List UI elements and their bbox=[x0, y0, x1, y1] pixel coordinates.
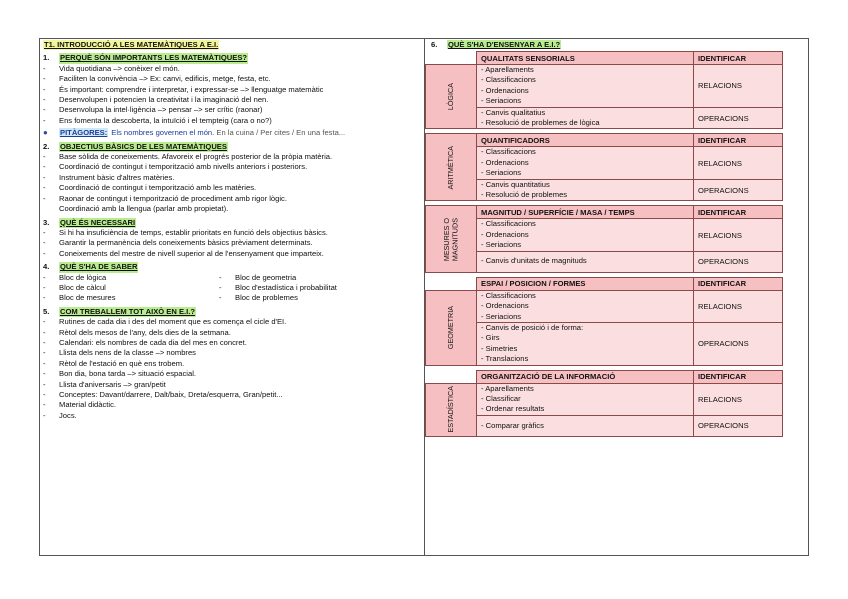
identify-header: IDENTIFICAR bbox=[694, 370, 783, 383]
list-item: - Calendari: els nombres de cada dia del mes en concret. bbox=[43, 337, 247, 347]
list-item: - Bloc de mesures - Bloc de problemes bbox=[43, 293, 298, 303]
section-5-list bbox=[43, 317, 421, 421]
list-item: - Instrument bàsic d'altres matèries. bbox=[43, 172, 175, 182]
list-item: - Llista dels nens de la classe –> nombres bbox=[43, 348, 196, 358]
list-item: - Coordinació de contingut i temporització amb nivells anteriors i posteriors. bbox=[43, 162, 308, 172]
block-header: QUANTIFICADORS bbox=[477, 134, 694, 147]
list-item: - Bloc de lògica - Bloc de geometria bbox=[43, 272, 297, 282]
section-1-list bbox=[43, 64, 421, 126]
list-item: - És important: comprendre i interpretar, i expressar-se –> llenguatge matemàtic bbox=[43, 84, 324, 94]
list-item: - Base sòlida de coneixements. Afavoreix el progrés posterior de la pròpia matèria. bbox=[43, 152, 333, 162]
list-item: - Ens fomenta la descoberta, la intuïció i el tempteig (cara o no?) bbox=[43, 115, 272, 125]
list-item: - Desenvolupen i potencien la creativitat i la imaginació del nen. bbox=[43, 95, 269, 105]
relations-label: RELACIONS bbox=[694, 147, 783, 179]
relations-label: RELACIONS bbox=[694, 219, 783, 251]
list-item: - Vida quotidiana –> conèixer el món. bbox=[43, 63, 180, 73]
relations-list: - Aparellaments - Classificacions - Ordenacions - Seriacions bbox=[477, 65, 694, 108]
geometria-table bbox=[425, 277, 783, 366]
block-side-label: LÒGICA bbox=[426, 65, 477, 129]
list-item: - Material didàctic. bbox=[43, 400, 116, 410]
relations-list: - Classificacions - Ordenacions - Seriacions bbox=[477, 219, 694, 251]
list-item: - Si hi ha insuficiència de temps, establir prioritats en funció dels objectius bàsics. bbox=[43, 227, 328, 237]
section-4-list bbox=[43, 273, 421, 304]
list-item: - Rètol de l'estació en què ens trobem. bbox=[43, 358, 185, 368]
list-item: - Coordinació de contingut i temporització amb les matèries. bbox=[43, 183, 257, 193]
section-2-heading: 2. OBJECTIUS BÀSICS DE LES MATEMÀTIQUES bbox=[43, 141, 227, 151]
pitagores-label: PITÀGORES: bbox=[60, 128, 108, 138]
block-side-label: MESURES O MAGNITUDS bbox=[426, 206, 477, 272]
operations-list: - Canvis de posició i de forma: - Girs - Simetries - Translacions bbox=[477, 322, 694, 365]
list-item: - Faciliten la convivència –> Ex: canvi, edificis, metge, festa, etc. bbox=[43, 74, 271, 84]
operations-list: - Canvis d'unitats de magnituds bbox=[477, 251, 694, 272]
list-item: - Bloc de càlcul - Bloc d'estadística i probabilitat bbox=[43, 282, 337, 292]
block-header: ESPAI / POSICION / FORMES bbox=[477, 277, 694, 290]
bullet-icon: ● bbox=[43, 128, 48, 138]
left-column bbox=[43, 40, 421, 421]
identify-header: IDENTIFICAR bbox=[694, 52, 783, 65]
list-item: - Llista d'aniversaris –> gran/petit bbox=[43, 379, 166, 389]
section-2-list bbox=[43, 152, 421, 214]
estadistica-table bbox=[425, 370, 783, 437]
identify-header: IDENTIFICAR bbox=[694, 277, 783, 290]
relations-list: - Classificacions - Ordenacions - Seriacions bbox=[477, 290, 694, 322]
section-1-heading: 1. PERQUÈ SÓN IMPORTANTS LES MATEMÀTIQUES? bbox=[43, 53, 248, 63]
document-title: T1. INTRODUCCIÓ A LES MATEMÀTIQUES A E.I. bbox=[44, 40, 219, 49]
operations-label: OPERACIONS bbox=[694, 251, 783, 272]
aritmetica-table bbox=[425, 133, 783, 201]
section-4-heading: 4. QUÈ S'HA DE SABER bbox=[43, 262, 138, 272]
operations-label: OPERACIONS bbox=[694, 322, 783, 365]
pitagores-note bbox=[43, 128, 421, 138]
identify-header: IDENTIFICAR bbox=[694, 206, 783, 219]
list-item-continuation: Coordinació amb la llengua (parlar amb propietat). bbox=[59, 204, 229, 214]
section-5-heading: 5. COM TREBALLEM TOT AIXÒ EN E.I.? bbox=[43, 306, 196, 316]
block-side-label: GEOMETRIA bbox=[426, 290, 477, 365]
relations-label: RELACIONS bbox=[694, 383, 783, 415]
mesures-table bbox=[425, 205, 783, 272]
pitagores-quote: Els nombres governen el món. bbox=[111, 128, 215, 138]
relations-label: RELACIONS bbox=[694, 65, 783, 108]
relations-list: - Classificacions - Ordenacions - Seriacions bbox=[477, 147, 694, 179]
operations-label: OPERACIONS bbox=[694, 107, 783, 129]
list-item: - Rètol dels mesos de l'any, dels dies de la setmana. bbox=[43, 327, 231, 337]
right-column bbox=[431, 40, 803, 441]
operations-list: - Canvis qualitatius - Resolució de problemes de lògica bbox=[477, 107, 694, 129]
list-item: - Raonar de contingut i temporització de procediment amb rigor lògic. bbox=[43, 193, 287, 203]
block-header: MAGNITUD / SUPERFÍCIE / MASA / TEMPS bbox=[477, 206, 694, 219]
operations-label: OPERACIONS bbox=[694, 179, 783, 201]
operations-list: - Canvis quantitatius - Resolució de problemes bbox=[477, 179, 694, 201]
block-side-label: ESTADÍSTICA bbox=[426, 383, 477, 436]
identify-header: IDENTIFICAR bbox=[694, 134, 783, 147]
list-item: - Coneixements del mestre de nivell superior al de l'ensenyament que imparteix. bbox=[43, 248, 324, 258]
list-item: - Conceptes: Davant/darrere, Dalt/baix, Dreta/esquerra, Gran/petit... bbox=[43, 390, 283, 399]
logica-table bbox=[425, 51, 783, 129]
section-3-heading: 3. QUÈ ÉS NECESSARI bbox=[43, 217, 136, 227]
section-3-list bbox=[43, 228, 421, 259]
relations-label: RELACIONS bbox=[694, 290, 783, 322]
list-item: - Desenvolupa la intel·ligència –> pensar –> ser crític (raonar) bbox=[43, 105, 263, 115]
relations-list: - Aparellaments - Classificar - Ordenar resultats bbox=[477, 383, 694, 415]
operations-label: OPERACIONS bbox=[694, 415, 783, 436]
block-header: QUALITATS SENSORIALS bbox=[477, 52, 694, 65]
block-header: ORGANITZACIÓ DE LA INFORMACIÓ bbox=[477, 370, 694, 383]
list-item: - Rutines de cada dia i des del moment que es comença el cicle d'EI. bbox=[43, 317, 287, 327]
pitagores-examples: En la cuina / Per cites / En una festa... bbox=[216, 128, 346, 138]
section-6-heading: 6. QUÈ S'HA D'ENSENYAR A E.I.? bbox=[431, 40, 561, 49]
operations-list: - Comparar gràfics bbox=[477, 415, 694, 436]
block-side-label: ARITMÈTICA bbox=[426, 134, 477, 201]
list-item: - Jocs. bbox=[43, 410, 77, 420]
list-item: - Bon dia, bona tarda –> situació espacial. bbox=[43, 369, 196, 379]
list-item: - Garantir la permanència dels coneixements bàsics prèviament determinats. bbox=[43, 238, 313, 248]
